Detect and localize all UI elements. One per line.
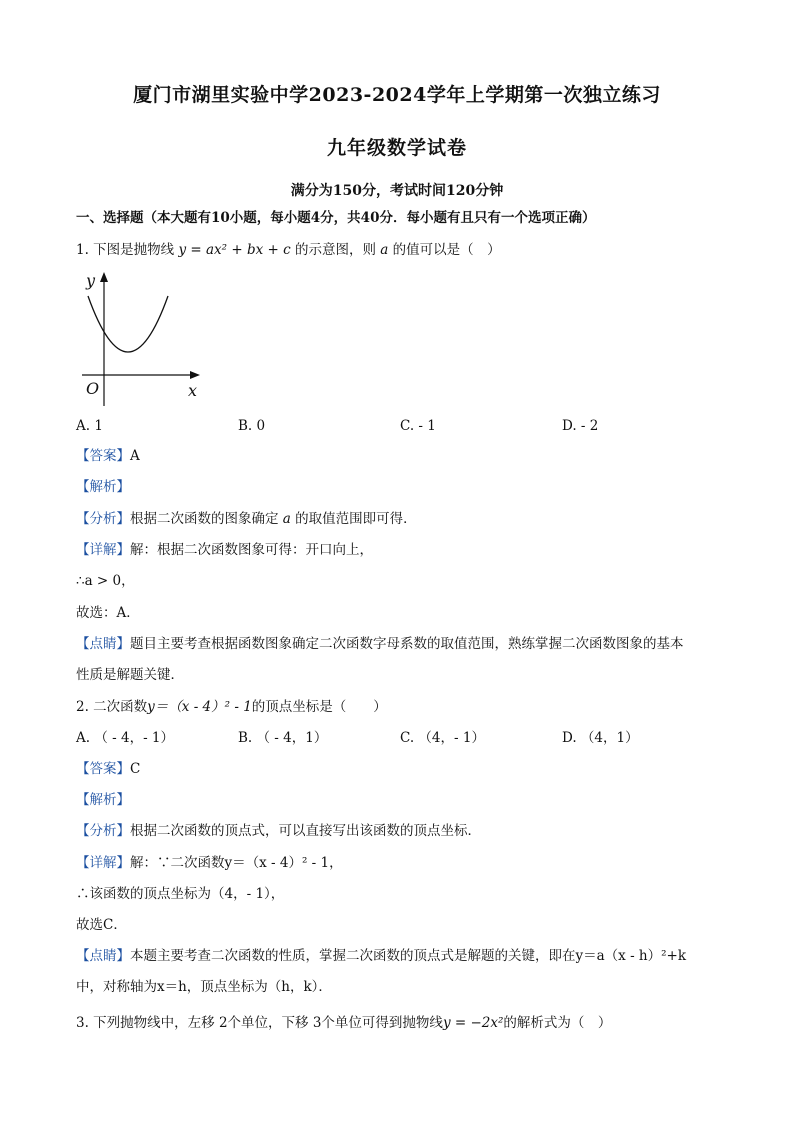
q2-stem-prefix: 2. 二次函数 xyxy=(76,699,148,715)
parabola-graph xyxy=(76,268,206,408)
q3-stem-prefix: 3. 下列抛物线中，左移 2个单位，下移 3个单位可得到抛物线 xyxy=(76,1015,443,1031)
q1-fenxi-var: a xyxy=(282,511,291,527)
q2-fenxi-text: 根据二次函数的顶点式，可以直接写出该函数的顶点坐标． xyxy=(130,823,481,839)
q1-fenxi-suffix: 的取值范围即可得． xyxy=(295,511,417,527)
x-axis-arrow-icon xyxy=(190,371,200,379)
q2-stem-formula: y＝（x - 4）² - 1 xyxy=(147,699,252,715)
q1-answer xyxy=(76,446,726,466)
q1-option-a: A. 1 xyxy=(76,418,103,434)
q1-option-d: D. - 2 xyxy=(562,418,599,434)
q1-option-b: B. 0 xyxy=(238,418,266,434)
question-2-stem xyxy=(76,697,726,717)
q2-fenxi xyxy=(76,821,726,841)
q2-analysis-tag: 【解析】 xyxy=(76,792,130,808)
page-subtitle: 九年级数学试卷 xyxy=(326,137,467,159)
q2-detail xyxy=(76,853,726,873)
page-title: 厦门市湖里实验中学2023-2024学年上学期第一次独立练习 xyxy=(133,84,661,106)
q1-conclusion: ∴a > 0， xyxy=(76,573,135,589)
q2-comment-line2: 中，对称轴为x＝h，顶点坐标为（h，k）． xyxy=(76,979,332,995)
q2-detail-tag: 【详解】 xyxy=(76,855,130,871)
q2-comment xyxy=(76,946,726,966)
q1-comment xyxy=(76,634,726,654)
q2-comment-tag: 【点睛】 xyxy=(76,948,130,964)
q1-stem-formula: y = ax² + bx + c xyxy=(178,242,291,258)
q1-detail xyxy=(76,540,726,560)
q3-stem-suffix: 的解析式为（ ） xyxy=(503,1015,612,1031)
x-axis-label: x xyxy=(188,381,198,400)
q2-option-c: C. （4，- 1） xyxy=(400,730,485,746)
question-3-stem xyxy=(76,1013,726,1033)
q1-answer-value: A xyxy=(130,448,140,464)
q3-stem-formula: y = −2x² xyxy=(442,1015,504,1031)
q1-comment-line1: 题目主要考查根据函数图象确定二次函数字母系数的取值范围，熟练掌握二次函数图象的基本 xyxy=(130,636,684,652)
y-axis-arrow-icon xyxy=(100,272,108,282)
q1-detail-text: 解：根据二次函数图象可得：开口向上， xyxy=(130,542,373,558)
q1-stem-suffix: 的值可以是（ ） xyxy=(392,242,501,258)
exam-info: 满分为150分，考试时间120分钟 xyxy=(290,183,504,199)
q2-option-a: A. （ - 4，- 1） xyxy=(76,730,175,746)
q1-choice: 故选：A． xyxy=(76,605,140,621)
q1-fenxi-prefix: 根据二次函数的图象确定 xyxy=(130,511,279,527)
q2-option-b: B. （ - 4，1） xyxy=(238,730,328,746)
q2-comment-line1: 本题主要考查二次函数的性质，掌握二次函数的顶点式是解题的关键，即在y＝a（x - h）²+k xyxy=(130,948,687,964)
q1-fenxi xyxy=(76,509,726,529)
q2-conclusion: ∴该函数的顶点坐标为（4，- 1）， xyxy=(76,886,285,902)
q1-stem-prefix: 1. 下图是抛物线 xyxy=(76,242,175,258)
origin-label: O xyxy=(86,379,100,398)
q2-choice: 故选C． xyxy=(76,917,127,933)
question-1-stem xyxy=(76,240,726,260)
q1-fenxi-tag: 【分析】 xyxy=(76,511,130,527)
q1-comment-line2: 性质是解题关键． xyxy=(76,667,184,683)
q1-answer-tag: 【答案】 xyxy=(76,448,130,464)
q1-detail-tag: 【详解】 xyxy=(76,542,130,558)
q1-stem-mid: 的示意图，则 xyxy=(294,242,376,258)
q2-answer xyxy=(76,759,726,779)
q2-detail-text: 解：∵二次函数y＝（x - 4）² - 1， xyxy=(130,855,343,871)
q1-analysis-tag: 【解析】 xyxy=(76,479,130,495)
q2-option-d: D. （4，1） xyxy=(562,730,639,746)
q2-stem-suffix: 的顶点坐标是（ ） xyxy=(251,699,387,715)
q1-stem-var: a xyxy=(380,242,389,258)
q1-option-c: C. - 1 xyxy=(400,418,436,434)
q2-answer-tag: 【答案】 xyxy=(76,761,130,777)
q2-fenxi-tag: 【分析】 xyxy=(76,823,130,839)
y-axis-label: y xyxy=(86,271,96,290)
parabola-curve xyxy=(88,296,168,352)
q2-answer-value: C xyxy=(130,761,141,777)
section-heading: 一、选择题（本大题有10小题，每小题4分，共40分．每小题有且只有一个选项正确） xyxy=(76,210,596,226)
q1-comment-tag: 【点睛】 xyxy=(76,636,130,652)
